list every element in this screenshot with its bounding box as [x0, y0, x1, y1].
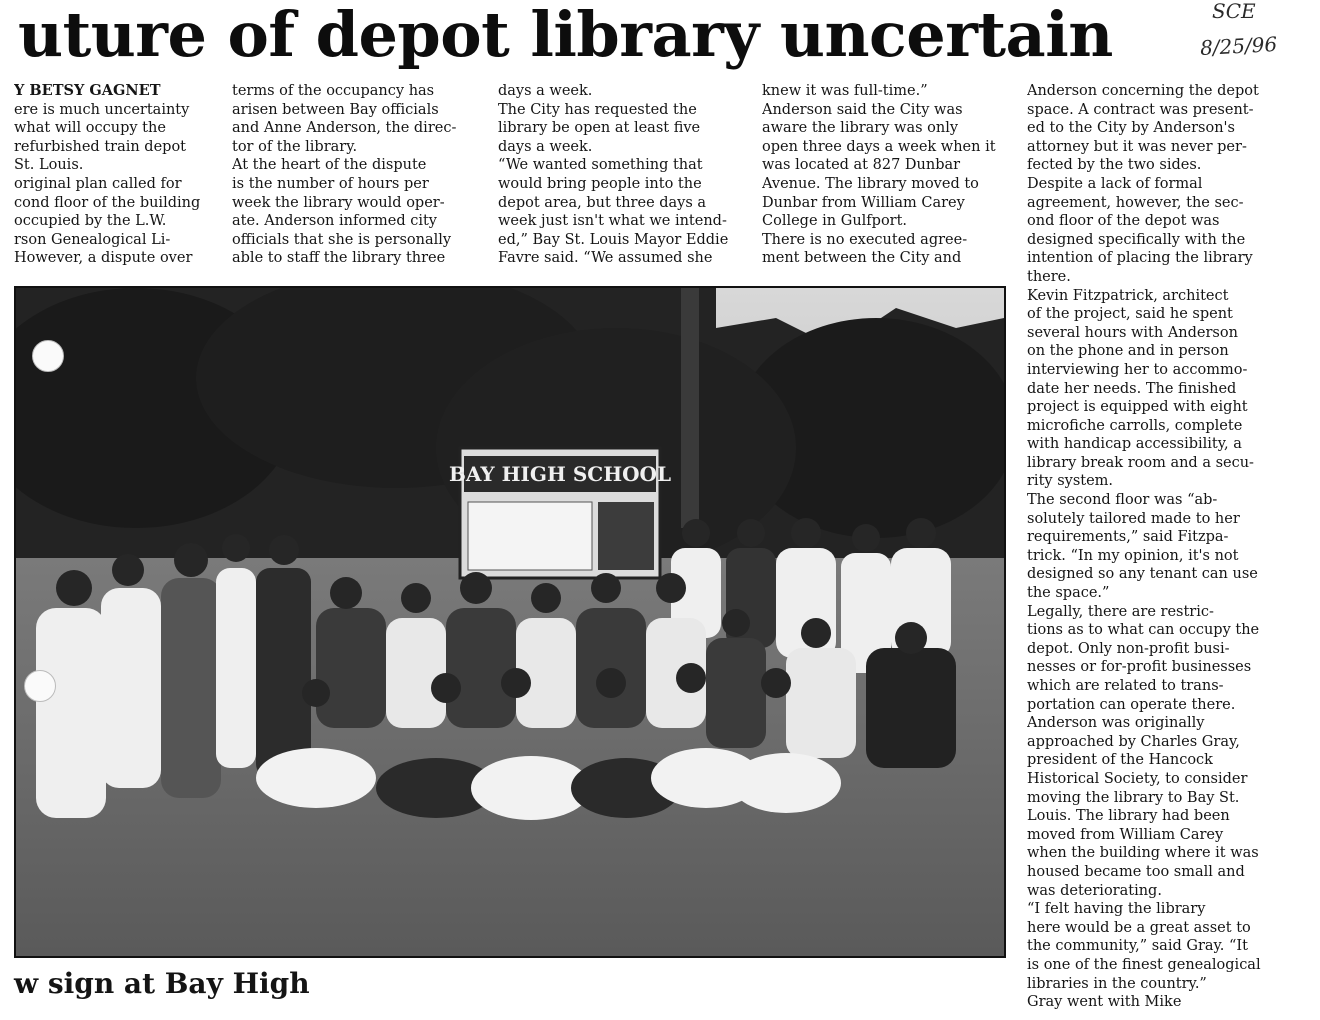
article-line: tor of the library. [232, 138, 358, 155]
article-line: Anderson concerning the depot [1027, 83, 1259, 99]
article-line: solutely tailored made to her [1027, 510, 1240, 527]
article-line: nesses or for-profit businesses [1027, 659, 1252, 676]
article-line: designed specifically with the [1027, 231, 1246, 248]
article-line: open three days a week when it [762, 138, 996, 155]
article-line: Legally, there are restric- [1027, 603, 1214, 620]
article-line: was deteriorating. [1027, 882, 1162, 899]
article-line: depot area, but three days a [498, 194, 707, 211]
article-line: and Anne Anderson, the direc- [232, 120, 457, 137]
article-line: attorney but it was never per- [1027, 138, 1247, 155]
punch-hole [24, 670, 56, 702]
headline: uture of depot library uncertain [18, 0, 1113, 71]
article-line: “We wanted something that [498, 157, 703, 174]
article-line: microfiche carrolls, complete [1027, 417, 1243, 434]
article-line: days a week. [498, 138, 593, 155]
article-line: several hours with Anderson [1027, 324, 1238, 341]
article-line: the space.” [1027, 585, 1110, 602]
article-line: arisen between Bay officials [232, 101, 439, 118]
article-line: agreement, however, the sec- [1027, 194, 1244, 211]
article-line: approached by Charles Gray, [1027, 733, 1240, 750]
article-line: Anderson was originally [1027, 715, 1205, 732]
sign-text: BAY HIGH SCHOOL [448, 462, 672, 486]
article-line: Kevin Fitzpatrick, architect [1027, 287, 1229, 304]
article-line: week just isn't what we intend- [498, 213, 727, 230]
article-line: is the number of hours per [232, 175, 429, 192]
article-line: president of the Hancock [1027, 752, 1213, 769]
article-line: intention of placing the library [1027, 250, 1253, 267]
article-line: moved from William Carey [1027, 826, 1224, 843]
article-line: Gray went with Mike [1027, 994, 1182, 1011]
article-line: officials that she is personally [232, 231, 452, 248]
article-line: Favre said. “We assumed she [498, 250, 713, 267]
article-line: interviewing her to accommo- [1027, 361, 1248, 378]
article-line: requirements,” said Fitzpa- [1027, 529, 1229, 546]
article-line: library break room and a secu- [1027, 454, 1254, 471]
article-line: moving the library to Bay St. [1027, 789, 1240, 806]
article-line: original plan called for [14, 175, 182, 192]
group-photo [14, 286, 1006, 958]
article-line: rity system. [1027, 473, 1114, 490]
article-line: tions as to what can occupy the [1027, 622, 1260, 639]
article-line: fected by the two sides. [1027, 157, 1202, 174]
article-line: library be open at least five [498, 120, 701, 137]
article-line: St. Louis. [14, 157, 84, 174]
article-line: aware the library was only [762, 120, 959, 137]
article-line: The second floor was “ab- [1027, 492, 1218, 509]
article-line: Despite a lack of formal [1027, 175, 1203, 192]
article-line: date her needs. The finished [1027, 380, 1237, 397]
article-column-1 [14, 82, 212, 272]
article-line: days a week. [498, 83, 593, 99]
article-line: designed so any tenant can use [1027, 566, 1258, 583]
article-line: ere is much uncertainty [14, 101, 190, 118]
article-line: the community,” said Gray. “It [1027, 938, 1248, 955]
article-line: Louis. The library had been [1027, 808, 1230, 825]
article-line: there. [1027, 268, 1071, 285]
article-line: was located at 827 Dunbar [762, 157, 961, 174]
article-line: here would be a great asset to [1027, 919, 1251, 936]
article-line: week the library would oper- [232, 194, 445, 211]
article-line: able to staff the library three [232, 250, 446, 267]
byline: Y BETSY GAGNET [14, 82, 161, 99]
article-line: on the phone and in person [1027, 343, 1229, 360]
article-line: what will occupy the [14, 120, 166, 137]
article-column-3 [498, 82, 740, 272]
article-line: which are related to trans- [1027, 678, 1224, 694]
article-line: depot. Only non-profit busi- [1027, 640, 1230, 657]
article-line: “I felt having the library [1027, 901, 1206, 918]
article-line: Avenue. The library moved to [762, 175, 979, 192]
article-line: space. A contract was present- [1027, 101, 1254, 118]
handwritten-date: 8/25/96 [1199, 32, 1278, 61]
article-line: Dunbar from William Carey [762, 194, 965, 211]
article-line: ate. Anderson informed city [232, 213, 437, 230]
handwritten-note [1200, 0, 1316, 66]
article-line: knew it was full-time.” [762, 83, 928, 99]
article-line: Historical Society, to consider [1027, 770, 1248, 787]
article-line: would bring people into the [498, 175, 702, 192]
photo-caption: w sign at Bay High [14, 967, 310, 1000]
article-line: when the building where it was [1027, 845, 1259, 862]
article-line: College in Gulfport. [762, 213, 908, 230]
article-line: with handicap accessibility, a [1027, 436, 1242, 453]
article-line: of the project, said he spent [1027, 306, 1233, 323]
article-column-5 [1027, 82, 1273, 1017]
article-line: libraries in the country.” [1027, 975, 1207, 992]
article-line: terms of the occupancy has [232, 83, 435, 99]
article-line: However, a dispute over [14, 250, 193, 267]
article-line: ed to the City by Anderson's [1027, 120, 1235, 137]
article-column-2 [232, 82, 478, 272]
article-line: ond floor of the depot was [1027, 213, 1220, 230]
article-line: At the heart of the dispute [232, 157, 427, 174]
article-column-4 [762, 82, 1006, 272]
article-line: Anderson said the City was [762, 101, 963, 118]
handwritten-initials: SCE [1212, 0, 1256, 23]
article-line: The City has requested the [498, 101, 697, 118]
article-line: portation can operate there. [1027, 696, 1236, 713]
punch-hole [32, 340, 64, 372]
article-line: housed became too small and [1027, 863, 1245, 880]
article-line: refurbished train depot [14, 138, 187, 155]
article-line: ed,” Bay St. Louis Mayor Eddie [498, 231, 729, 248]
article-line: ment between the City and [762, 250, 962, 267]
article-line: cond floor of the building [14, 194, 201, 211]
article-line: There is no executed agree- [762, 231, 968, 248]
article-line: project is equipped with eight [1027, 399, 1248, 416]
article-line: trick. “In my opinion, it's not [1027, 547, 1239, 564]
article-line: occupied by the L.W. [14, 213, 167, 230]
article-line: rson Genealogical Li- [14, 231, 171, 248]
article-line: is one of the finest genealogical [1027, 956, 1261, 973]
